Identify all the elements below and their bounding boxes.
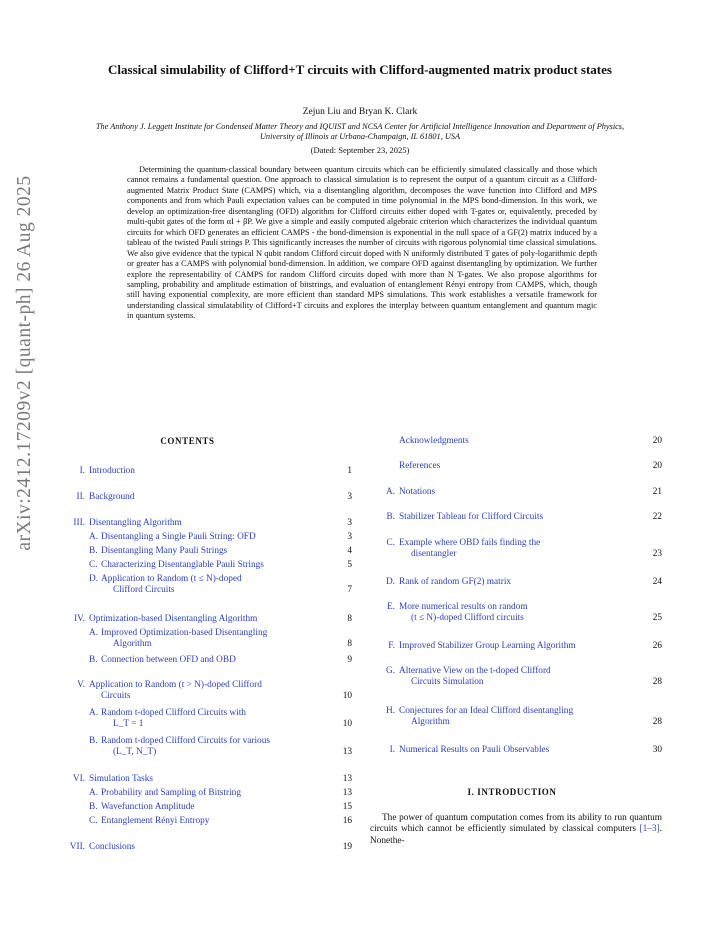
toc-entry-number: B. [89, 802, 98, 812]
toc-entry[interactable] [89, 546, 332, 557]
toc-entry-label: References [399, 461, 441, 471]
toc-entry-number: C. [386, 538, 395, 548]
toc-entry[interactable] [370, 706, 642, 728]
intro-text-part: . Nonethe- [370, 824, 662, 846]
toc-page-number: 23 [652, 549, 662, 559]
toc-entry-number: A. [89, 628, 99, 638]
toc-page-number: 20 [652, 461, 662, 471]
toc-page-number: 3 [347, 492, 352, 502]
toc-entry-label: Conclusions [89, 842, 135, 852]
toc-entry[interactable] [89, 655, 332, 666]
toc-entry-label: Rank of random GF(2) matrix [399, 577, 512, 587]
toc-entry-label: Disentangling Algorithm [89, 518, 182, 528]
toc-entry-label-continued: disentangler [411, 549, 457, 560]
toc-page-number: 24 [652, 577, 662, 587]
toc-entry-number [370, 461, 395, 472]
toc-entry[interactable] [60, 842, 332, 853]
toc-entry-label: Application to Random (t ≤ N)-doped Clifford Circuits [101, 574, 242, 596]
toc-entry-label: Numerical Results on Pauli Observables [399, 745, 550, 755]
toc-entry-number: V. [77, 680, 85, 690]
toc-page-number: 1 [347, 466, 352, 476]
toc-entry-number: IV. [74, 614, 85, 624]
toc-entry-number: B. [386, 512, 395, 522]
toc-entry[interactable] [370, 577, 642, 588]
toc-entry-number: I. [79, 466, 85, 476]
toc-page-number: 10 [342, 691, 352, 701]
toc-entry-label: Notations [399, 487, 436, 497]
toc-entry-number: H. [385, 706, 395, 716]
toc-page-number: 20 [652, 436, 662, 446]
toc-entry[interactable] [370, 461, 642, 472]
toc-entry[interactable] [370, 641, 642, 652]
toc-page-number: 13 [342, 788, 352, 798]
toc-entry-number: C. [89, 560, 98, 570]
toc-entry-label-continued: (L_T, N_T) [113, 747, 157, 758]
date-line: (Dated: September 23, 2025) [310, 145, 410, 155]
paper-title: Classical simulability of Clifford+T circuits with Clifford-augmented matrix product states [108, 62, 612, 77]
toc-entry[interactable] [60, 614, 332, 625]
toc-entry-number: A. [89, 788, 99, 798]
toc-entry-label: Application to Random (t > N)-doped Clifford Circuits [89, 680, 262, 702]
toc-page-number: 21 [652, 487, 662, 497]
toc-entry-label-continued: L_T = 1 [113, 719, 144, 730]
toc-entry[interactable] [370, 436, 642, 447]
toc-entry-label: Disentangling Many Pauli Strings [101, 546, 228, 556]
toc-entry-label-continued: (t ≤ N)-doped Clifford circuits [411, 613, 524, 624]
toc-entry-number: C. [89, 816, 98, 826]
toc-entry-label: Characterizing Disentanglable Pauli Strings [101, 560, 264, 570]
toc-page-number: 8 [347, 639, 352, 649]
toc-page-number: 15 [342, 802, 352, 812]
toc-entry-number: I. [389, 745, 395, 755]
toc-entry-label: Background [89, 492, 135, 502]
toc-entry-label: Connection between OFD and OBD [101, 655, 236, 665]
toc-entry[interactable] [370, 602, 642, 624]
toc-page-number: 4 [347, 546, 352, 556]
toc-entry-number: D. [89, 574, 99, 584]
toc-page-number: 3 [347, 518, 352, 528]
toc-entry-label: Example where OBD fails finding the disentangler [399, 538, 541, 560]
toc-entry-number: III. [73, 518, 85, 528]
toc-entry[interactable] [370, 512, 642, 523]
abstract: Determining the quantum-classical boundary between quantum circuits which can be efficiently simulated classically and those which cannot remains a fundamental question. One approach to classical simulation is to represent the output of a quantum circuit as a Clifford-augmented Matrix Product State (CAMPS) which, via a disentangling algorithm, decomposes the wave function into Clifford and MPS components and from which Pauli expectation values can be computed in time polynomial in the MPS bond-dimension. In this work, we develop an optimization-free disentangling (OFD) algorithm for Clifford circuits either doped with T-gates or, equivalently, preceded by multi-qubit gates of the form αI + βP. We give a simple and easily computed algebraic criterion which characterizes the individual quantum circuits for which OFD generates an efficient CAMPS - the bond-dimension is exponential in the null space of a GF(2) matrix induced by a tableau of the twisted Pauli strings P. This significantly increases the number of circuits with rigorous polynomial time classical simulations. We also give evidence that the typical N qubit random Clifford circuit doped with N uniformly distributed T gates of poly-logarithmic depth or greater has a CAMPS with polynomial bond-dimension. In addition, we compare OFD against disentangling by optimization. We further explore the representability of CAMPS for random Clifford circuits doped with more than N T-gates. We also propose algorithms for sampling, probability and amplitude estimation of bitstrings, and evaluation of entanglement Rényi entropy from CAMPS, which, though still having exponential complexity, are more efficient than standard MPS simulations. This work establishes a versatile framework for understanding classical simulatability of Clifford+T circuits and explores the interplay between quantum entanglement and quantum magic in quantum systems. [127, 165, 597, 321]
toc-page-number: 5 [347, 560, 352, 570]
toc-entry[interactable] [89, 628, 332, 650]
toc-entry[interactable] [89, 816, 332, 827]
toc-page-number: 26 [652, 641, 662, 651]
toc-entry-label: Improved Optimization-based Disentangling Algorithm [101, 628, 268, 650]
toc-entry-label: Entanglement Rényi Entropy [101, 816, 210, 826]
authors: Zejun Liu and Bryan K. Clark [302, 107, 418, 117]
toc-entry-number: B. [89, 736, 98, 746]
toc-entry-label: Optimization-based Disentangling Algorithm [89, 614, 258, 624]
toc-page-number: 19 [342, 842, 352, 852]
toc-entry[interactable] [60, 518, 332, 529]
toc-entry[interactable] [60, 680, 332, 702]
toc-entry[interactable] [370, 487, 642, 498]
toc-entry-label: Conjectures for an Ideal Clifford disentangling Algorithm [399, 706, 574, 728]
toc-page-number: 16 [342, 816, 352, 826]
toc-entry-number: II. [76, 492, 85, 502]
toc-entry-number: A. [89, 532, 99, 542]
toc-entry-number: G. [385, 666, 395, 676]
toc-entry-label: Wavefunction Amplitude [101, 802, 195, 812]
toc-entry-label: Random t-doped Clifford Circuits with L_T = 1 [101, 708, 246, 730]
intro-text-part: The power of quantum computation comes from its ability to run quantum circuits which cannot be efficiently simulated by classical computers [370, 813, 662, 835]
arxiv-stamp: arXiv:2412.17209v2 [quant-ph] 26 Aug 2025 [14, 175, 35, 551]
toc-entry-number: B. [89, 655, 98, 665]
section-heading-introduction: I. INTRODUCTION [467, 787, 557, 797]
toc-page-number: 3 [347, 532, 352, 542]
toc-entry[interactable] [60, 466, 332, 477]
toc-entry-label: Acknowledgments [399, 436, 469, 446]
toc-entry-number: F. [388, 641, 395, 651]
toc-entry-label-continued: Circuits Simulation [411, 677, 484, 688]
toc-entry[interactable] [89, 560, 332, 571]
toc-entry[interactable] [89, 574, 332, 596]
citation-link[interactable]: [1–3] [639, 824, 660, 835]
toc-page-number: 7 [347, 585, 352, 595]
toc-entry-label-continued: Circuits [101, 691, 131, 702]
toc-page-number: 8 [347, 614, 352, 624]
toc-entry-number: A. [89, 708, 99, 718]
toc-entry[interactable] [60, 492, 332, 503]
toc-entry-number: A. [385, 487, 395, 497]
toc-entry-label: Stabilizer Tableau for Clifford Circuits [399, 512, 544, 522]
contents-heading: CONTENTS [160, 436, 215, 446]
toc-page-number: 22 [652, 512, 662, 522]
toc-page-number: 28 [652, 677, 662, 687]
toc-entry-label: Improved Stabilizer Group Learning Algorithm [399, 641, 576, 651]
toc-entry[interactable] [89, 802, 332, 813]
toc-entry[interactable] [370, 538, 642, 560]
toc-entry-number: D. [385, 577, 395, 587]
toc-entry-label-continued: Algorithm [113, 639, 152, 650]
toc-page-number: 13 [342, 774, 352, 784]
toc-page-number: 9 [347, 655, 352, 665]
affiliation: The Anthony J. Leggett Institute for Condensed Matter Theory and IQUIST and NCSA Center for Artificial Intelligence Innovation and Department of Physics, University of Illinois at Urbana-Champaign, IL 61801, USA [95, 122, 625, 142]
toc-entry[interactable] [370, 745, 642, 756]
toc-entry-number [370, 436, 395, 447]
toc-entry[interactable] [370, 666, 642, 688]
toc-entry[interactable] [89, 532, 332, 543]
introduction-paragraph [370, 813, 662, 847]
toc-entry-label: Simulation Tasks [89, 774, 154, 784]
toc-entry-label: Alternative View on the t-doped Clifford Circuits Simulation [399, 666, 551, 688]
toc-entry-label: Introduction [89, 466, 135, 476]
toc-entry-label: Probability and Sampling of Bitstring [101, 788, 241, 798]
toc-entry-number: B. [89, 546, 98, 556]
toc-page-number: 28 [652, 717, 662, 727]
toc-page-number: 25 [652, 613, 662, 623]
toc-page-number: 10 [342, 719, 352, 729]
toc-entry-label-continued: Clifford Circuits [113, 585, 175, 596]
toc-entry-label: Random t-doped Clifford Circuits for various (L_T, N_T) [101, 736, 270, 758]
toc-entry-number: VI. [72, 774, 85, 784]
toc-entry-number: VII. [69, 842, 85, 852]
toc-entry[interactable] [89, 788, 332, 799]
toc-entry-number: E. [386, 602, 395, 612]
toc-entry[interactable] [89, 736, 332, 758]
toc-page-number: 30 [652, 745, 662, 755]
toc-entry[interactable] [60, 774, 332, 785]
toc-entry[interactable] [89, 708, 332, 730]
toc-entry-label-continued: Algorithm [411, 717, 450, 728]
toc-page-number: 13 [342, 747, 352, 757]
toc-entry-label: Disentangling a Single Pauli String: OFD [101, 532, 256, 542]
toc-entry-label: More numerical results on random (t ≤ N)-doped Clifford circuits [399, 602, 528, 624]
